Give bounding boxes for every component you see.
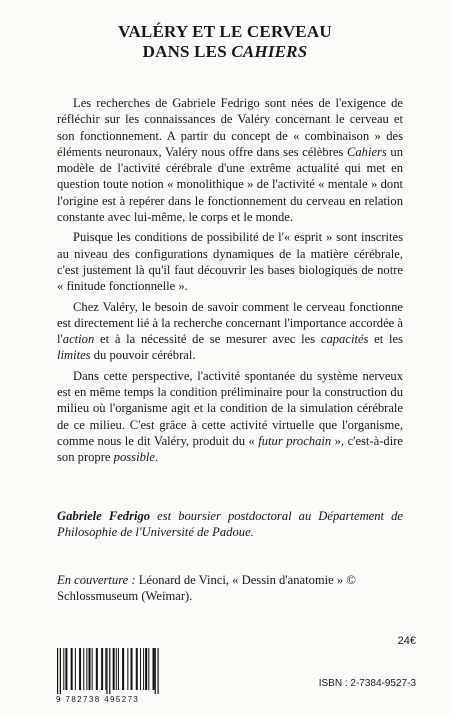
cover-credit-text: Léonard de Vinci, « Dessin d'anatomie » © Schlossmuseum (Weimar). bbox=[57, 573, 356, 604]
barcode-bar bbox=[57, 648, 58, 694]
barcode-bar bbox=[60, 648, 61, 694]
paragraph-text: et à la nécessité de se mesurer avec les bbox=[94, 332, 321, 347]
title-line-1: VALÉRY ET LE CERVEAU bbox=[118, 22, 332, 41]
paragraph-text: Dans cette perspective, l'activité spontanée du système nerveux est en même temps la condition préliminaire pour la construction du milieu où l'organisme agit et la condition de la simulation cérébrale de ce milieu. C'est grâce à cette activité virtuelle que l'organisme, comme nous le dit Valéry, produit du « bbox=[57, 368, 403, 448]
emphasis-text: capacités bbox=[320, 332, 369, 347]
barcode-bars bbox=[55, 648, 173, 694]
barcode-bar bbox=[136, 648, 138, 690]
cover-credit-label: En couverture : bbox=[57, 573, 136, 587]
emphasis-text: limites bbox=[57, 348, 91, 363]
title-cahiers: CAHIERS bbox=[231, 42, 308, 61]
barcode-bar bbox=[155, 648, 156, 694]
barcode-bar bbox=[101, 648, 103, 690]
barcode-bar bbox=[131, 648, 133, 690]
barcode-bar bbox=[116, 648, 117, 690]
barcode-bar bbox=[145, 648, 147, 690]
barcode-bar bbox=[92, 648, 93, 690]
barcode-bar bbox=[118, 648, 119, 690]
barcode-bar bbox=[75, 648, 76, 690]
title-line-2-prefix: DANS LES bbox=[142, 42, 232, 61]
barcode-bar bbox=[65, 648, 67, 690]
barcode-bar bbox=[113, 648, 115, 690]
blurb-text bbox=[57, 95, 403, 470]
paragraph-text: », c'est-à-dire son propre bbox=[57, 433, 403, 465]
blurb-paragraph bbox=[57, 299, 403, 364]
barcode-digits: 9 782738 495273 bbox=[56, 695, 140, 704]
paragraph-text: et les bbox=[368, 332, 403, 347]
cover-credit bbox=[57, 572, 403, 605]
author-note bbox=[57, 508, 403, 541]
emphasis-text: possible bbox=[113, 450, 155, 465]
author-name: Gabriele Fedrigo bbox=[57, 509, 151, 523]
barcode-bar bbox=[105, 648, 106, 690]
paragraph-text: Chez Valéry, le besoin de savoir comment le cerveau fonctionne est directement lié à la recherche concernant l'importance accordée à l' bbox=[57, 299, 403, 347]
barcode-bar bbox=[143, 648, 144, 690]
barcode-bar bbox=[153, 648, 155, 690]
paragraph-text: un modèle de l'activité cérébrale d'une extrême actualité qui met en question toute notion « monolithique » de l'activité « mentale » dont l'origine est à repérer dans le fonctionnement du cerveau en relation constante avec lui-même, le corps et le monde. bbox=[57, 144, 403, 225]
blurb-paragraph bbox=[57, 95, 403, 225]
barcode-bar bbox=[83, 648, 84, 690]
title-line-2 bbox=[0, 42, 450, 62]
author-description: est boursier postdoctoral au Département de Philosophie de l'Université de Padoue. bbox=[57, 509, 403, 540]
barcode-bar bbox=[106, 648, 107, 694]
barcode-bar bbox=[86, 648, 87, 690]
barcode-bar bbox=[109, 648, 110, 694]
isbn-label: ISBN : 2-7384-9527-3 bbox=[318, 678, 416, 689]
barcode-bar bbox=[140, 648, 141, 690]
barcode bbox=[55, 648, 173, 706]
barcode-bar bbox=[96, 648, 98, 690]
blurb-paragraph bbox=[57, 229, 403, 294]
paragraph-text: Les recherches de Gabriele Fedrigo sont nées de l'exigence de réfléchir sur les connaissances de Valéry concernant le cerveau et son fonctionnement. A partir du concept de « combinaison » des éléments neuronaux, Valéry nous offre dans ses célèbres bbox=[57, 96, 403, 159]
barcode-bar bbox=[71, 648, 73, 690]
blurb-paragraph bbox=[57, 368, 403, 466]
barcode-bar bbox=[157, 648, 158, 694]
paragraph-text: du pouvoir cérébral. bbox=[90, 348, 196, 363]
emphasis-text: Cahiers bbox=[346, 144, 387, 159]
barcode-bar bbox=[122, 648, 124, 690]
price-label: 24€ bbox=[397, 635, 416, 647]
emphasis-text: action bbox=[62, 332, 95, 347]
barcode-bar bbox=[148, 648, 149, 690]
paragraph-text: Puisque les conditions de possibilité de l'« esprit » sont inscrites au niveau des configurations dynamiques de la matière cérébrale, c'est justement là qu'il faut découvrir les bases biologiques de notre « finitude fonctionnelle ». bbox=[57, 230, 403, 294]
barcode-bar bbox=[79, 648, 81, 690]
barcode-bar bbox=[89, 648, 91, 690]
barcode-bar bbox=[63, 648, 64, 690]
paragraph-text: . bbox=[154, 450, 159, 465]
barcode-bar bbox=[127, 648, 128, 690]
book-title bbox=[0, 22, 450, 62]
emphasis-text: futur prochain bbox=[258, 433, 332, 448]
